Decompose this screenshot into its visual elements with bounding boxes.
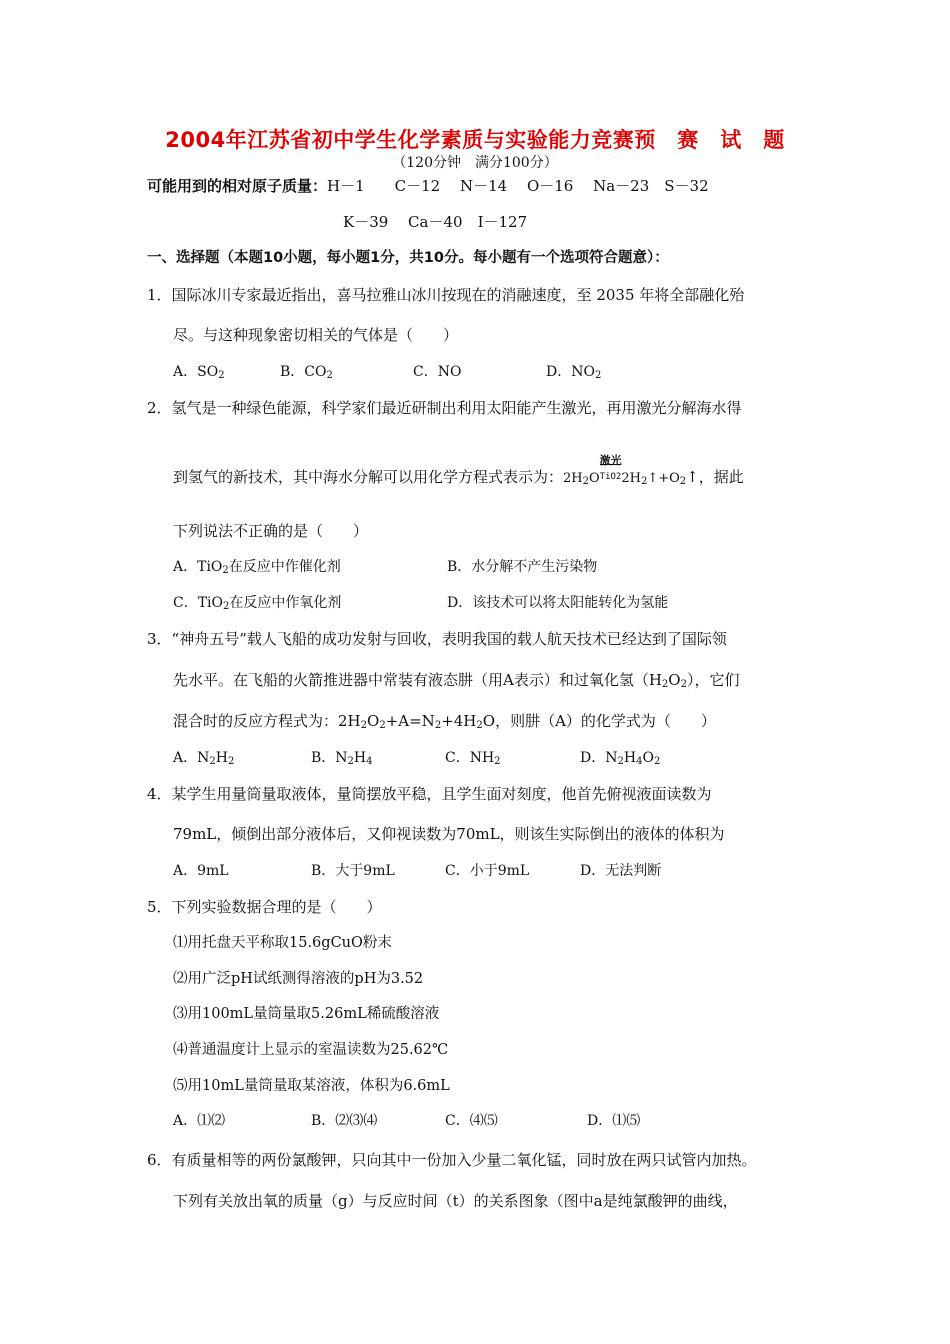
question-2-line-2: 到氢气的新技术，其中海水分解可以用化学方程式表示为：$2H_2O$ 激光 $^{TiO2}2H_2↑+O_2↑$，据此 <box>173 454 744 487</box>
atomic-masses-row-1 <box>147 176 709 196</box>
question-5-item-3: ⑶用100mL量筒量取5.26mL稀硫酸溶液 <box>173 1006 440 1022</box>
atomic-masses-values-1: H－1 C－12 N－14 O－16 Na－23 S－32 <box>327 177 709 195</box>
question-6-line-2: 下列有关放出氧的质量（g）与反应时间（t）的关系图象（图中a是纯氯酸钾的曲线， <box>173 1192 738 1210</box>
reaction-condition: 激光 $^{TiO2}$ <box>599 454 622 482</box>
question-3-option-b: B．$N_2H_4$ <box>311 750 373 767</box>
question-3-option-d: D．$N_2H_4O_2$ <box>580 750 661 767</box>
exam-duration-score: （120分钟 满分100分） <box>392 155 558 171</box>
question-4-option-d: D．无法判断 <box>580 863 662 879</box>
question-1-option-c: C．NO <box>413 364 462 380</box>
question-3-line-2: 先水平。在飞船的火箭推进器中常装有液态肼（用A表示）和过氧化氢$(H_2O_2)$，它们 <box>173 671 740 690</box>
question-5-item-5: ⑸用10mL量筒量取某溶液，体积为6.6mL <box>173 1078 450 1094</box>
question-1-line-2: 尽。与这种现象密切相关的气体是（ ） <box>173 326 459 344</box>
page-title: 2004年江苏省初中学生化学素质与实验能力竞赛预 赛 试 题 <box>165 128 785 152</box>
question-2-line-1: 2．氢气是一种绿色能源，科学家们最近研制出利用太阳能产生激光，再用激光分解海水得 <box>147 399 742 417</box>
question-1-option-a: A．$SO_2$ <box>173 364 225 381</box>
question-5-option-a: A．⑴⑵ <box>173 1113 226 1129</box>
question-2-option-b: B．水分解不产生污染物 <box>447 559 598 575</box>
section-heading: 一、选择题（本题10小题，每小题1分，共10分。每小题有一个选项符合题意）： <box>147 250 669 266</box>
question-2-line-3: 下列说法不正确的是（ ） <box>173 522 369 540</box>
question-4-option-a: A．9mL <box>173 863 229 879</box>
question-3-option-a: A．$N_2H_2$ <box>173 750 235 767</box>
atomic-masses-values-2: K－39 Ca－40 I－127 <box>343 213 528 231</box>
question-3-line-1: 3．“神舟五号”载人飞船的成功发射与回收，表明我国的载人航天技术已经达到了国际领 <box>147 630 727 648</box>
chemical-equation: $2H_2O$ 激光 $^{TiO2}2H_2↑+O_2$ <box>563 454 687 487</box>
question-5-option-c: C．⑷⑸ <box>445 1113 498 1129</box>
question-1-option-b: B．$CO_2$ <box>280 364 333 381</box>
question-5-line-1: 5．下列实验数据合理的是（ ） <box>147 898 382 916</box>
question-4-line-1: 4．某学生用量筒量取液体，量筒摆放平稳，且学生面对刻度，他首先俯视液面读数为 <box>147 785 712 803</box>
question-5-option-b: B．⑵⑶⑷ <box>311 1113 378 1129</box>
question-5-item-1: ⑴用托盘天平称取15.6gCuO粉末 <box>173 935 392 951</box>
question-6-line-1: 6．有质量相等的两份氯酸钾，只向其中一份加入少量二氧化锰，同时放在两只试管内加热。 <box>147 1151 757 1169</box>
question-4-line-2: 79mL，倾倒出部分液体后，又仰视读数为70mL，则该生实际倒出的液体的体积为 <box>173 825 725 843</box>
question-4-option-c: C．小于9mL <box>445 863 530 879</box>
question-3-line-3: 混合时的反应方程式为：$2H_2O_2+A=N_2+4H_2O$，则肼（A）的化学式为（ ） <box>173 712 716 731</box>
question-1-option-d: D．$NO_2$ <box>546 364 602 381</box>
question-5-item-4: ⑷普通温度计上显示的室温读数为25.62℃ <box>173 1042 449 1058</box>
question-5-item-2: ⑵用广泛pH试纸测得溶液的pH为3.52 <box>173 971 424 987</box>
question-2-option-a: A．TiO$_2$在反应中作催化剂 <box>173 559 341 576</box>
question-2-option-c: C．TiO$_2$在反应中作氧化剂 <box>173 595 342 612</box>
question-1-line-1: 1．国际冰川专家最近指出，喜马拉雅山冰川按现在的消融速度，至 2035 年将全部融化殆 <box>147 286 745 304</box>
question-2-option-d: D．该技术可以将太阳能转化为氢能 <box>447 595 669 611</box>
question-4-option-b: B．大于9mL <box>311 863 395 879</box>
question-3-option-c: C．$NH_2$ <box>445 750 501 767</box>
atomic-masses-label: 可能用到的相对原子质量： <box>147 177 328 195</box>
question-5-option-d: D．⑴⑸ <box>587 1113 641 1129</box>
